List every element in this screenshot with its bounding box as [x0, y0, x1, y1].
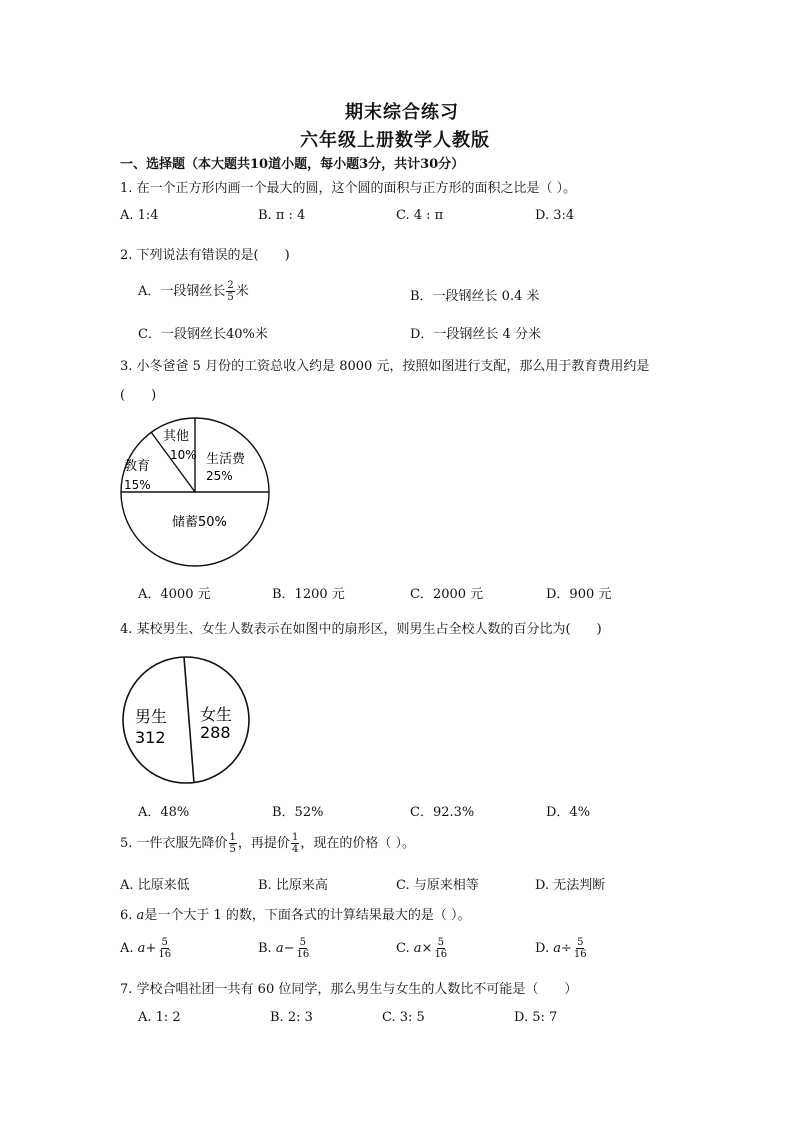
q6-variable: a — [136, 908, 145, 923]
fraction — [229, 832, 237, 855]
q1-option-b: B. π : 4 — [258, 208, 306, 223]
operator: ÷ — [561, 941, 572, 956]
q6-option-c — [396, 937, 449, 960]
q3-option-a: A．4000 元 — [138, 587, 211, 602]
option-label: B. — [258, 941, 272, 956]
fraction-numerator: 5 — [299, 937, 307, 948]
question-4-stem: 4. 某校男生、女生人数表示在如图中的扇形区，则男生占全校人数的百分比为( ) — [120, 622, 602, 637]
q3-option-c: C．2000 元 — [410, 587, 484, 602]
operator: + — [145, 941, 157, 956]
pie-label-living: 生活费 — [206, 452, 246, 467]
operator: × — [421, 941, 433, 956]
fraction-denominator: 16 — [296, 949, 310, 960]
pie-value-boys: 312 — [135, 728, 166, 747]
q5-stem-part-2: ，再提价 — [237, 836, 290, 851]
q3-option-d: D．900 元 — [546, 587, 612, 602]
q6-option-d — [535, 937, 589, 960]
fraction-denominator: 16 — [158, 949, 172, 960]
q2-option-a — [138, 280, 249, 303]
fraction-numerator: 5 — [577, 937, 584, 948]
fraction — [291, 832, 299, 855]
fraction-numerator: 1 — [291, 832, 299, 843]
q6-variable: a — [553, 941, 561, 956]
option-label: A. — [120, 941, 134, 956]
q3-pie-chart — [118, 415, 274, 571]
q5-option-c: C. 与原来相等 — [396, 878, 479, 893]
q1-option-d: D. 3:4 — [535, 208, 575, 223]
q5-option-b: B. 比原来高 — [258, 878, 328, 893]
q5-option-a: A. 比原来低 — [120, 878, 190, 893]
q6-variable: a — [137, 941, 146, 956]
q4-option-b: B．52% — [272, 805, 324, 820]
pie-label-boys: 男生 — [135, 707, 168, 726]
fraction — [296, 937, 311, 960]
q6-option-a — [120, 937, 173, 960]
question-3-stem-blank: ( ) — [120, 388, 157, 403]
q2-option-a-text: A．一段钢丝长 — [138, 284, 226, 299]
pie-label-other: 其他 — [163, 429, 190, 444]
question-6-stem: 6. a是一个大于 1 的数，下面各式的计算结果最大的是（ ）。 — [120, 908, 471, 923]
question-3-stem: 3. 小冬爸爸 5 月份的工资总收入约是 8000 元，按照如图进行支配，那么用于教育费用约是 — [120, 359, 650, 374]
fraction — [573, 937, 588, 960]
q4-pie-chart — [120, 654, 254, 788]
page-subtitle: 六年级上册数学人教版 — [300, 130, 490, 151]
question-5-stem — [120, 832, 415, 855]
pie-label-savings: 储蓄50% — [172, 515, 227, 530]
pie-value-girls: 288 — [200, 723, 231, 742]
fraction — [433, 937, 448, 960]
q1-option-a: A. 1:4 — [120, 208, 159, 223]
fraction-numerator: 5 — [437, 937, 444, 948]
q5-stem-part-3: ，现在的价格（ ）。 — [300, 836, 415, 851]
q6-variable: a — [275, 941, 284, 956]
pie-label-education: 教育 — [124, 459, 151, 474]
operator: − — [283, 941, 295, 956]
q5-stem-part-1: 5. 一件衣服先降价 — [120, 836, 228, 851]
fraction-numerator: 2 — [227, 280, 234, 291]
q3-option-b: B．1200 元 — [272, 587, 345, 602]
q4-option-a: A．48% — [138, 805, 190, 820]
q4-option-c: C．92.3% — [410, 805, 475, 820]
question-2-stem: 2. 下列说法有错误的是( ) — [120, 248, 290, 263]
q2-option-c: C．一段钢丝长40%米 — [138, 327, 268, 342]
option-label: C. — [396, 941, 410, 956]
pie-value-living: 25% — [206, 469, 233, 483]
pie-value-other: 10% — [170, 448, 197, 462]
question-7-stem: 7. 学校合唱社团一共有 60 位同学，那么男生与女生的人数比不可能是（ ） — [120, 982, 578, 997]
pie-value-education: 15% — [124, 478, 151, 492]
q7-option-a: A. 1: 2 — [138, 1010, 181, 1025]
fraction-denominator: 16 — [573, 949, 587, 960]
q7-option-d: D. 5: 7 — [514, 1010, 558, 1025]
q2-option-d: D．一段钢丝长 4 分米 — [410, 327, 541, 342]
fraction-denominator: 5 — [227, 292, 234, 303]
page-title: 期末综合练习 — [345, 102, 459, 123]
q2-option-a-unit: 米 — [235, 284, 249, 299]
q6-stem-text: 是一个大于 1 的数，下面各式的计算结果最大的是（ ）。 — [144, 908, 471, 923]
fraction-denominator: 16 — [434, 949, 448, 960]
fraction — [226, 280, 234, 303]
option-label: D. — [535, 941, 550, 956]
question-1-stem: 1. 在一个正方形内画一个最大的圆，这个圆的面积与正方形的面积之比是（ ）。 — [120, 181, 577, 196]
q7-option-c: C. 3: 5 — [382, 1010, 425, 1025]
fraction — [157, 937, 172, 960]
q1-option-c: C. 4 : π — [396, 208, 444, 223]
fraction-numerator: 5 — [161, 937, 168, 948]
section-heading: 一、选择题（本大题共10道小题，每小题3分，共计30分） — [120, 157, 465, 172]
q7-option-b: B. 2: 3 — [270, 1010, 313, 1025]
fraction-denominator: 4 — [291, 844, 299, 855]
q2-option-b: B．一段钢丝长 0.4 米 — [410, 289, 540, 304]
pie-label-girls: 女生 — [200, 705, 233, 724]
fraction-denominator: 5 — [229, 844, 236, 855]
q6-variable: a — [413, 941, 422, 956]
q6-option-b — [258, 937, 311, 960]
q5-option-d: D. 无法判断 — [535, 878, 606, 893]
q4-option-d: D．4% — [546, 805, 591, 820]
fraction-numerator: 1 — [229, 832, 236, 843]
